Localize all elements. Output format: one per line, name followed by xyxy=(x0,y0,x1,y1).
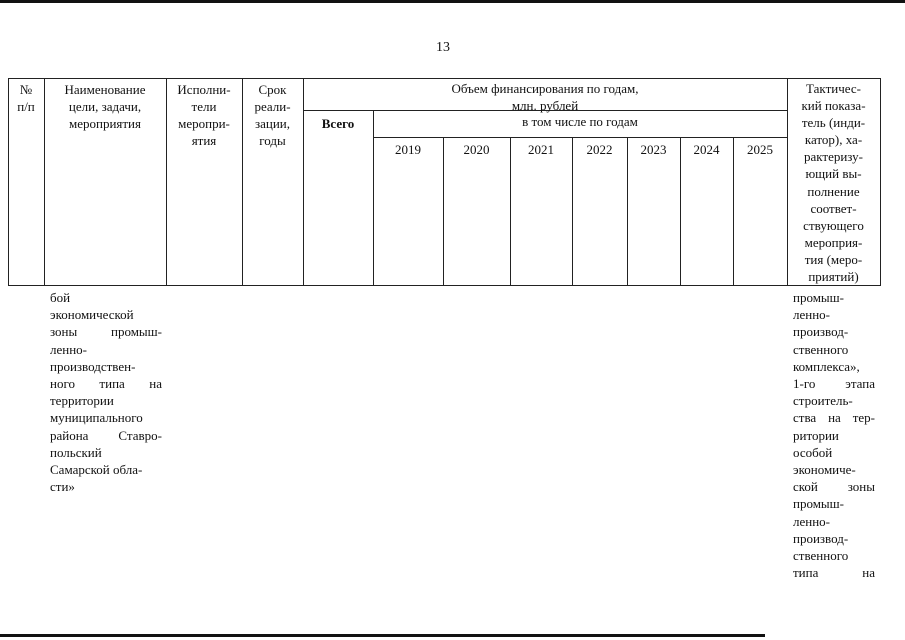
top-border-rule xyxy=(0,0,905,3)
header-funding: Объем финансирования по годам, млн. рублей xyxy=(451,81,639,113)
year-header: 2024 xyxy=(693,142,720,157)
header-executor: Исполни- тели меропри- ятия xyxy=(177,82,231,148)
year-header: 2025 xyxy=(747,142,773,157)
year-header: 2019 xyxy=(395,142,421,157)
header-total: Всего xyxy=(321,116,355,131)
year-header: 2021 xyxy=(528,142,554,157)
header-num: № п/п xyxy=(17,82,35,114)
page-number: 13 xyxy=(436,40,450,55)
header-indicator: Тактичес- кий показа- тель (инди- катор), ха- рактеризу- ющий вы- полнение соответ- ствующего мероприя- тия (меро- приятий) xyxy=(801,81,866,285)
header-by-years: в том числе по годам xyxy=(522,114,638,129)
year-header: 2022 xyxy=(586,142,613,157)
row-indicator-text: промыш- ленно- производ- ственного комплекса», 1-го этапа строитель- ства на тер- ритории особой экономиче- ской зоны промыш- ленно- производ- ственного типа на xyxy=(793,290,875,581)
year-header: 2020 xyxy=(463,142,490,157)
header-term: Срок реали- зации, годы xyxy=(254,82,291,148)
bottom-border-rule xyxy=(0,634,765,637)
row-name-text: бой экономической зоны промыш- ленно- производствен- ного типа на территории муниципального района Ставро- польский Самарской обла- сти» xyxy=(50,290,162,495)
year-header: 2023 xyxy=(640,142,667,157)
header-name: Наименование цели, задачи, мероприятия xyxy=(64,82,146,131)
